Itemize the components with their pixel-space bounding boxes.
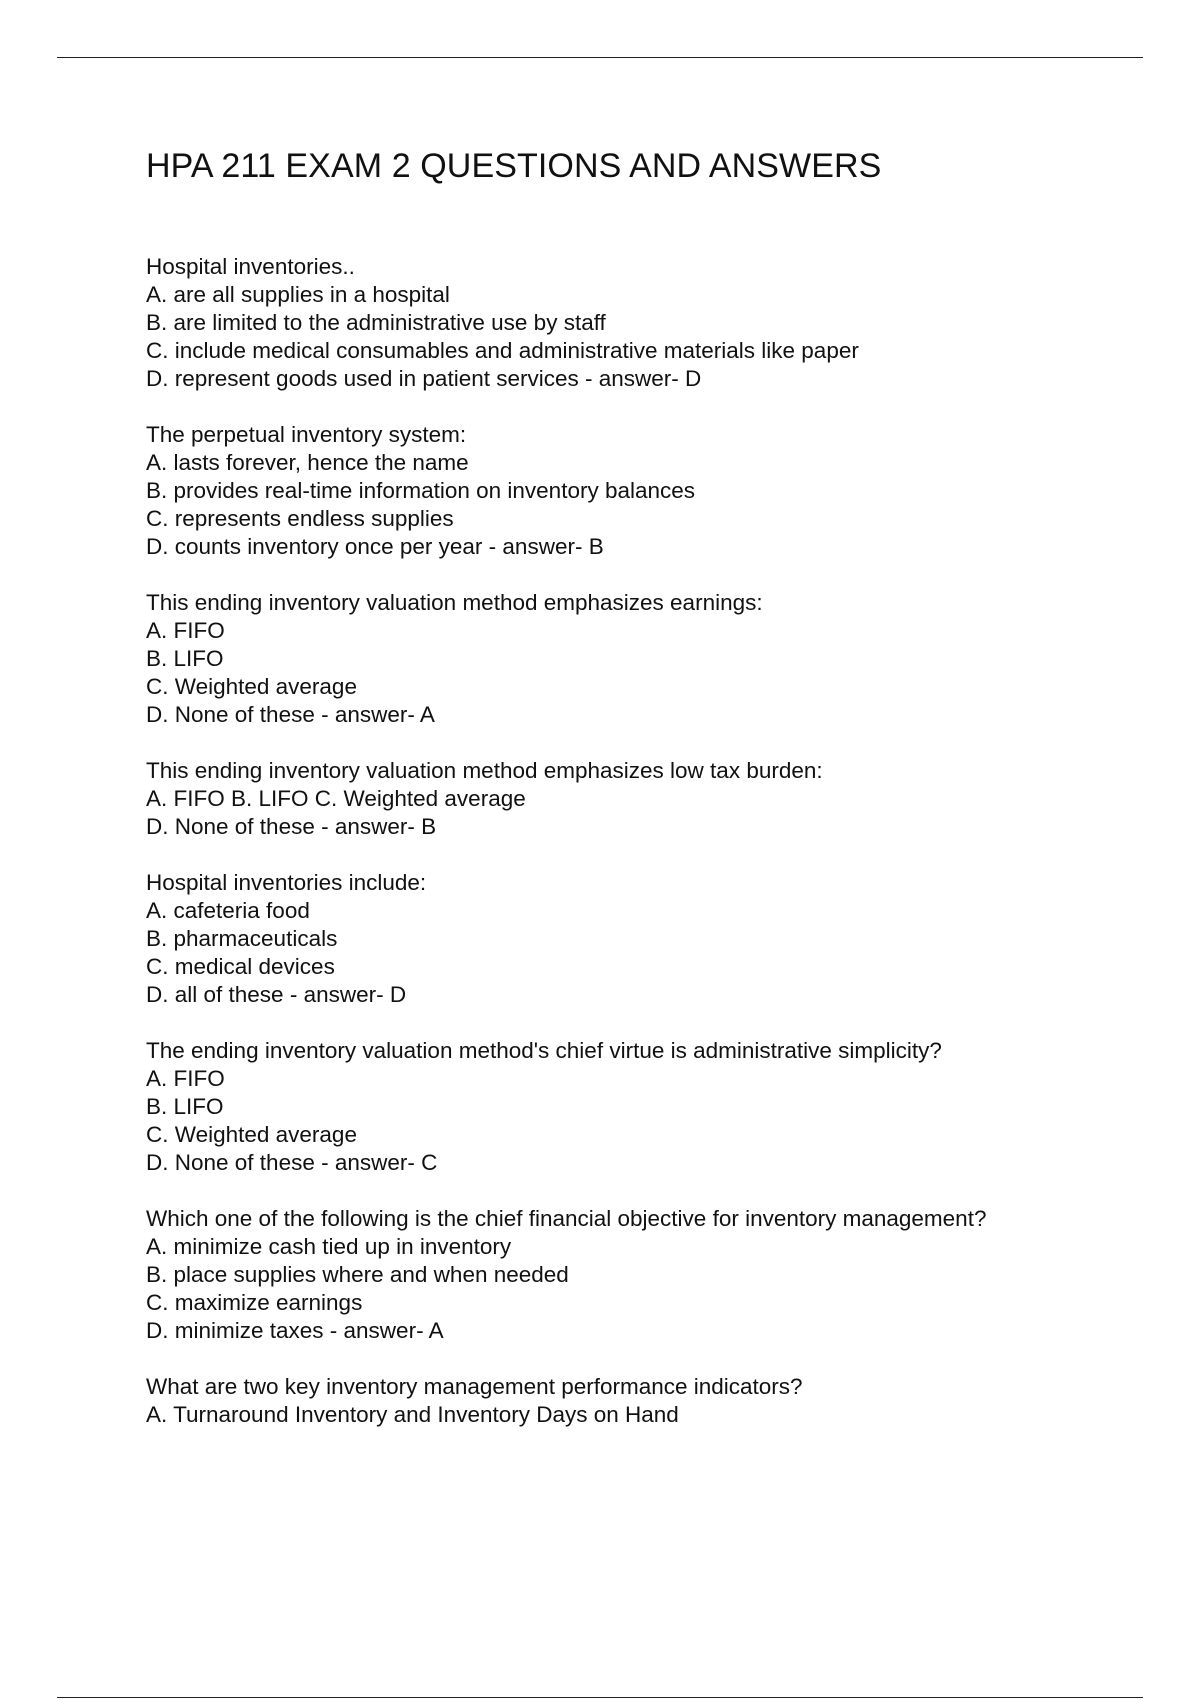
question-3 — [146, 589, 1146, 729]
question-5-option-d-answer: D. all of these - answer- D — [146, 982, 407, 1007]
question-2-option-a: A. lasts forever, hence the name — [146, 450, 469, 475]
question-2-option-d-answer: D. counts inventory once per year - answer- B — [146, 534, 604, 559]
question-2 — [146, 421, 1146, 561]
document-title: HPA 211 EXAM 2 QUESTIONS AND ANSWERS — [146, 147, 882, 185]
question-8-option-a: A. Turnaround Inventory and Inventory Days on Hand — [146, 1402, 679, 1427]
document-body — [146, 145, 1146, 1457]
question-1-option-d-answer: D. represent goods used in patient services - answer- D — [146, 366, 702, 391]
question-2-option-c: C. represents endless supplies — [146, 506, 454, 531]
question-5-option-a: A. cafeteria food — [146, 898, 310, 923]
question-3-option-d-answer: D. None of these - answer- A — [146, 702, 435, 727]
question-6-option-b: B. LIFO — [146, 1094, 224, 1119]
question-3-option-a: A. FIFO — [146, 618, 225, 643]
question-1-option-c: C. include medical consumables and administrative materials like paper — [146, 338, 859, 363]
question-1-option-b: B. are limited to the administrative use by staff — [146, 310, 606, 335]
question-6 — [146, 1037, 1146, 1177]
question-6-option-d-answer: D. None of these - answer- C — [146, 1150, 438, 1175]
question-4-options-abc: A. FIFO B. LIFO C. Weighted average — [146, 786, 526, 811]
question-2-prompt: The perpetual inventory system: — [146, 422, 467, 447]
question-7-option-a: A. minimize cash tied up in inventory — [146, 1234, 512, 1259]
question-3-option-b: B. LIFO — [146, 646, 224, 671]
question-4-prompt: This ending inventory valuation method emphasizes low tax burden: — [146, 758, 823, 783]
question-4-option-d-answer: D. None of these - answer- B — [146, 814, 437, 839]
question-3-option-c: C. Weighted average — [146, 674, 357, 699]
question-1-option-a: A. are all supplies in a hospital — [146, 282, 450, 307]
question-4 — [146, 757, 1146, 841]
question-2-option-b: B. provides real-time information on inventory balances — [146, 478, 696, 503]
question-1 — [146, 253, 1146, 393]
question-8 — [146, 1373, 1146, 1429]
question-5-option-c: C. medical devices — [146, 954, 335, 979]
question-7-option-d-answer: D. minimize taxes - answer- A — [146, 1318, 444, 1343]
question-7-prompt: Which one of the following is the chief financial objective for inventory management? — [146, 1206, 987, 1231]
question-1-prompt: Hospital inventories.. — [146, 254, 355, 279]
question-8-prompt: What are two key inventory management performance indicators? — [146, 1374, 803, 1399]
question-7-option-b: B. place supplies where and when needed — [146, 1262, 569, 1287]
question-3-prompt: This ending inventory valuation method emphasizes earnings: — [146, 590, 763, 615]
question-5-option-b: B. pharmaceuticals — [146, 926, 338, 951]
question-6-prompt: The ending inventory valuation method's chief virtue is administrative simplicity? — [146, 1038, 942, 1063]
bottom-rule — [57, 1697, 1143, 1698]
question-5-prompt: Hospital inventories include: — [146, 870, 427, 895]
top-rule — [57, 57, 1143, 58]
question-7-option-c: C. maximize earnings — [146, 1290, 363, 1315]
question-7 — [146, 1205, 1146, 1345]
question-6-option-c: C. Weighted average — [146, 1122, 357, 1147]
question-5 — [146, 869, 1146, 1009]
question-6-option-a: A. FIFO — [146, 1066, 225, 1091]
